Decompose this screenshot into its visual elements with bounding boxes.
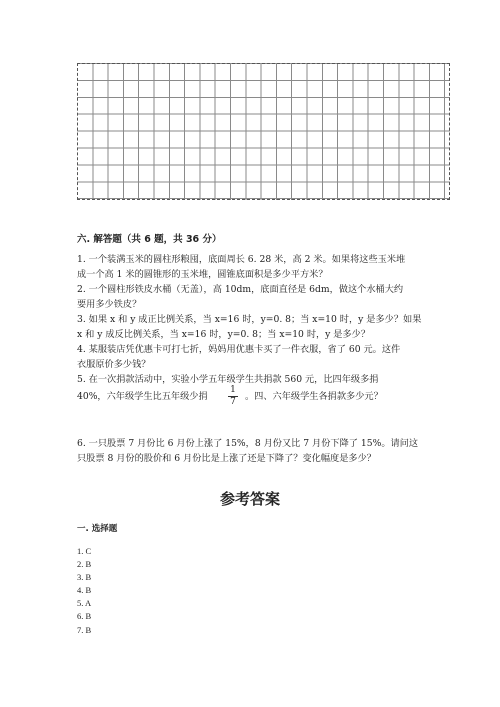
fraction-numerator: 1 [228, 385, 238, 397]
question-4-line-2: 衣服原价多少钱？ [77, 359, 151, 370]
answer-item: 7. B [77, 624, 92, 635]
question-4-line-1: 4. 某服装店凭优惠卡可打七折，妈妈用优惠卡买了一件衣服，省了 60 元。这件 [77, 344, 401, 355]
question-3-line-1: 3. 如果 x 和 y 成正比例关系，当 x=16 时，y=0. 8；当 x=10 时，y 是多少？如果 [77, 314, 422, 325]
question-1-line-2: 成一个高 1 米的圆锥形的玉米堆，圆锥底面积是多少平方米？ [77, 269, 328, 280]
question-5-line-1: 5. 在一次捐款活动中，实验小学五年级学生共捐款 560 元，比四年级多捐 [77, 374, 379, 385]
question-2-line-1: 2. 一个圆柱形铁皮水桶（无盖），高 10dm，底面直径是 6dm，做这个水桶大约 [77, 284, 404, 295]
answer-list [77, 545, 91, 637]
question-1-line-1: 1. 一个装满玉米的圆柱形粮囤，底面周长 6. 28 米，高 2 米。如果将这些玉米堆 [77, 254, 406, 265]
question-6-line-1: 6. 一只股票 7 月份比 6 月份上涨了 15%，8 月份又比 7 月份下降了 15%。请问这 [77, 438, 419, 449]
answer-item: 6. B [77, 611, 92, 622]
fraction-denominator: 7 [230, 397, 236, 407]
question-6-line-2: 只股票 8 月份的股价和 6 月份比是上涨了还是下降了？变化幅度是多少？ [77, 453, 376, 464]
answers-title: 参考答案 [219, 490, 280, 508]
fraction [228, 385, 238, 408]
answer-item: 1. C [77, 546, 92, 556]
answer-item: 4. B [77, 585, 92, 596]
question-5-line-2-right: 。四、六年级学生各捐款多少元？ [245, 391, 383, 402]
question-3-line-2: x 和 y 成反比例关系，当 x=16 时，y=0. 8；当 x=10 时，y 是多少？ [77, 329, 371, 340]
question-5-line-2-left: 40%，六年级学生比五年级少捐 [77, 391, 208, 402]
section-title: 六. 解答题（共 6 题，共 36 分） [77, 234, 222, 245]
answer-item: 2. B [77, 559, 92, 570]
question-2-line-2: 要用多少铁皮？ [77, 299, 142, 310]
writing-grid [77, 63, 450, 200]
answer-item: 3. B [77, 572, 92, 583]
answer-item: 5. A [77, 598, 92, 609]
answers-section-title: 一. 选择题 [77, 524, 118, 534]
